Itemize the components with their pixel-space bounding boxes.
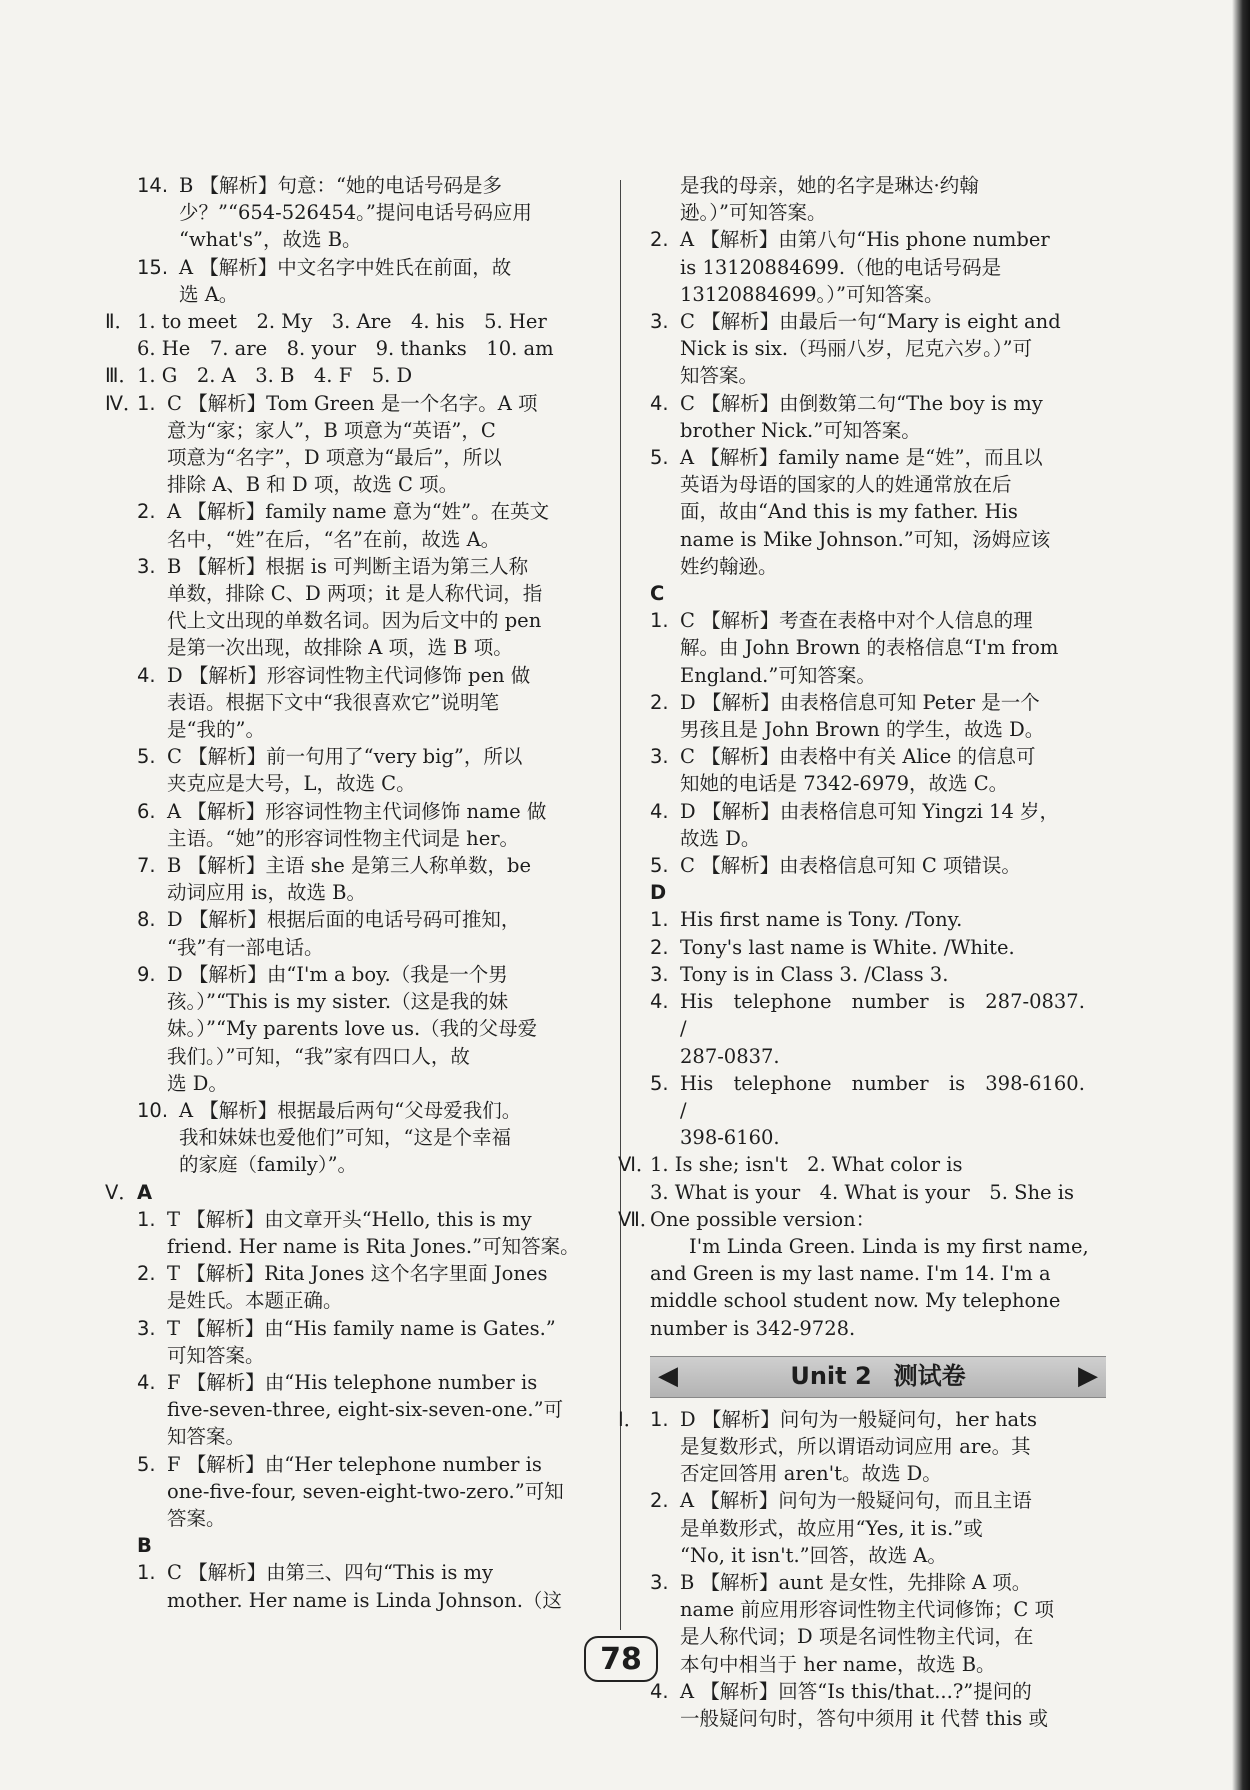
section-5c-item-1: 1. C 【解析】考查在表格中对个人信息的理 解。由 John Brown 的表格信息“I'm from England.”可知答案。	[650, 609, 1059, 687]
answer-14: 14. B 【解析】句意：“她的电话号码是多 少？”“654-526454。”提问电话号码应用 “what's”，故选 B。	[137, 174, 532, 252]
section-5d-item-4: 4. His telephone number is 287-0837. / 287-0837.	[650, 990, 1085, 1068]
section-5a-item-4: 4. F 【解析】由“His telephone number is five-seven-three, eight-six-seven-one.”可 知答案。	[137, 1370, 564, 1449]
section-5d-item-1: 1. His first name is Tony. /Tony.	[650, 908, 963, 932]
section-6: Ⅵ． 1. Is she; isn't 2. What color is 3. What is your 4. What is your 5. She is	[618, 1153, 1074, 1204]
unit2-item-3: 3. B 【解析】aunt 是女性，先排除 A 项。 name 前应用形容词性物主代词修饰；C 项 是人称代词；D 项是名词性物主代词，在 本句中相当于 her name，故选 B。	[650, 1570, 1055, 1676]
section-4-item-6: 6. A 【解析】形容词性物主代词修饰 name 做 主语。“她”的形容词性物主代词是 her。	[137, 799, 547, 850]
section-5a-item-5: 5. F 【解析】由“Her telephone number is one-five-four, seven-eight-two-zero.”可知 答案。	[137, 1452, 564, 1530]
unit2-item-2: 2. A 【解析】问句为一般疑问句，而且主语 是单数形式，故应用“Yes, it is.”或 “No, it isn't.”回答，故选 A。	[650, 1489, 1032, 1567]
section-5b-item-1-continued: 是我的母亲，她的名字是琳达·约翰 逊。）”可知答案。	[680, 174, 979, 225]
section-5b-item-4: 4. C 【解析】由倒数第二句“The boy is my brother Nick.”可知答案。	[650, 391, 1043, 442]
section-5b-item-1: 1. C 【解析】由第三、四句“This is my mother. Her name is Linda Johnson.（这	[137, 1561, 562, 1612]
section-5b-item-2: 2. A 【解析】由第八句“His phone number is 13120884699.（他的电话号码是 13120884699。）”可知答案。	[650, 228, 1050, 306]
section-4-item-9: 9. D 【解析】由“I'm a boy.（我是一个男 孩。）”“This is my sister.（这是我的妹 妹。）”“My parents love us.（我的父母爱 我们。）”可知，“我”家有四口人，故 选 D。	[137, 962, 538, 1095]
section-5a-item-3: 3. T 【解析】由“His family name is Gates.” 可知答案。	[137, 1316, 556, 1367]
section-4-item-8: 8. D 【解析】根据后面的电话号码可推知， “我”有一部电话。	[137, 908, 521, 959]
section-5c-item-4: 4. D 【解析】由表格信息可知 Yingzi 14 岁， 故选 D。	[650, 799, 1060, 850]
section-4-item-1: Ⅳ． 1. C 【解析】Tom Green 是一个名字。A 项 意为“家；家人”，B 项意为“英语”，C 项意为“名字”，D 项意为“最后”，所以 排除 A、B 和 D 项，故选 C 项。	[105, 391, 538, 497]
section-5c-item-5: 5. C 【解析】由表格信息可知 C 项错误。	[650, 854, 1021, 878]
section-4-item-10: 10. A 【解析】根据最后两句“父母爱我们。 我和妹妹也爱他们”可知，“这是个幸福 的家庭（family）”。	[137, 1098, 522, 1177]
unit2-item-1: Ⅰ． 1. D 【解析】问句为一般疑问句，her hats 是复数形式，所以谓语动词应用 are。其 否定回答用 aren't。故选 D。	[618, 1407, 1037, 1486]
section-5c-item-2: 2. D 【解析】由表格信息可知 Peter 是一个 男孩且是 John Brown 的学生，故选 D。	[650, 690, 1045, 742]
section-3: Ⅲ． 1. G 2. A 3. B 4. F 5. D	[105, 364, 413, 388]
unit-2-banner	[650, 1356, 1106, 1398]
section-7: Ⅶ． One possible version： I'm Linda Green. Linda is my first name, and Green is my last name. I'm 14. I'm a middle school student now. My telephone number is 342-9728.	[618, 1207, 1089, 1340]
section-5a-item-2: 2. T 【解析】Rita Jones 这个名字里面 Jones 是姓氏。本题正确。	[137, 1262, 548, 1313]
section-4-item-3: 3. B 【解析】根据 is 可判断主语为第三人称 单数，排除 C、D 两项；it 是人称代词，指 代上文出现的单数名词。因为后文中的 pen 是第一次出现，故排除 A 项，选 B 项。	[137, 554, 543, 660]
section-4-item-7: 7. B 【解析】主语 she 是第三人称单数，be 动词应用 is，故选 B。	[137, 854, 532, 905]
section-5b-item-5: 5. A 【解析】family name 是“姓”，而且以 英语为母语的国家的人的姓通常放在后 面，故由“And this is my father. His name is Mike Johnson.”可知，汤姆应该 姓约翰逊。	[650, 446, 1051, 578]
section-5d-item-2: 2. Tony's last name is White. /White.	[650, 935, 1015, 959]
section-4-item-5: 5. C 【解析】前一句用了“very big”，所以 夹克应是大号，L，故选 C。	[137, 745, 523, 796]
banner-unit: Unit 2	[790, 1362, 872, 1391]
section-4-item-4: 4. D 【解析】形容词性物主代词修饰 pen 做 表语。根据下文中“我很喜欢它”说明笔 是“我的”。	[137, 663, 531, 742]
section-5d-label: D	[650, 881, 667, 905]
section-5b-label: B	[137, 1534, 152, 1558]
unit2-item-4: 4. A 【解析】回答“Is this/that...?”提问的 一般疑问句时，答句中须用 it 代替 this 或	[650, 1679, 1049, 1730]
page-number: 78	[584, 1636, 658, 1682]
section-5-label: Ⅴ． A	[105, 1180, 153, 1204]
section-5b-item-3: 3. C 【解析】由最后一句“Mary is eight and Nick is six.（玛丽八岁，尼克六岁。）”可 知答案。	[650, 310, 1061, 388]
section-5a-item-1: 1. T 【解析】由文章开头“Hello, this is my friend. Her name is Rita Jones.”可知答案。	[137, 1207, 580, 1258]
left-column	[105, 172, 600, 1614]
left-arrow-icon: ◀	[658, 1360, 678, 1391]
section-4-item-2: 2. A 【解析】family name 意为“姓”。在英文 名中，“姓”在后，“名”在前，故选 A。	[137, 500, 550, 551]
answer-15: 15. A 【解析】中文名字中姓氏在前面，故 选 A。	[137, 255, 512, 306]
section-5c-item-3: 3. C 【解析】由表格中有关 Alice 的信息可 知她的电话是 7342-6979，故选 C。	[650, 745, 1036, 796]
section-5c-label: C	[650, 582, 665, 606]
section-2: Ⅱ． 1. to meet 2. My 3. Are 4. his 5. Her 6. He 7. are 8. your 9. thanks 10. am	[105, 310, 554, 361]
right-arrow-icon: ▶	[1078, 1360, 1098, 1391]
page-edge-shadow	[1232, 0, 1250, 1790]
banner-title: 测试卷	[893, 1362, 966, 1391]
section-5d-item-5: 5. His telephone number is 398-6160. / 398-6160.	[650, 1071, 1085, 1150]
section-5d-item-3: 3. Tony is in Class 3. /Class 3.	[650, 962, 949, 986]
